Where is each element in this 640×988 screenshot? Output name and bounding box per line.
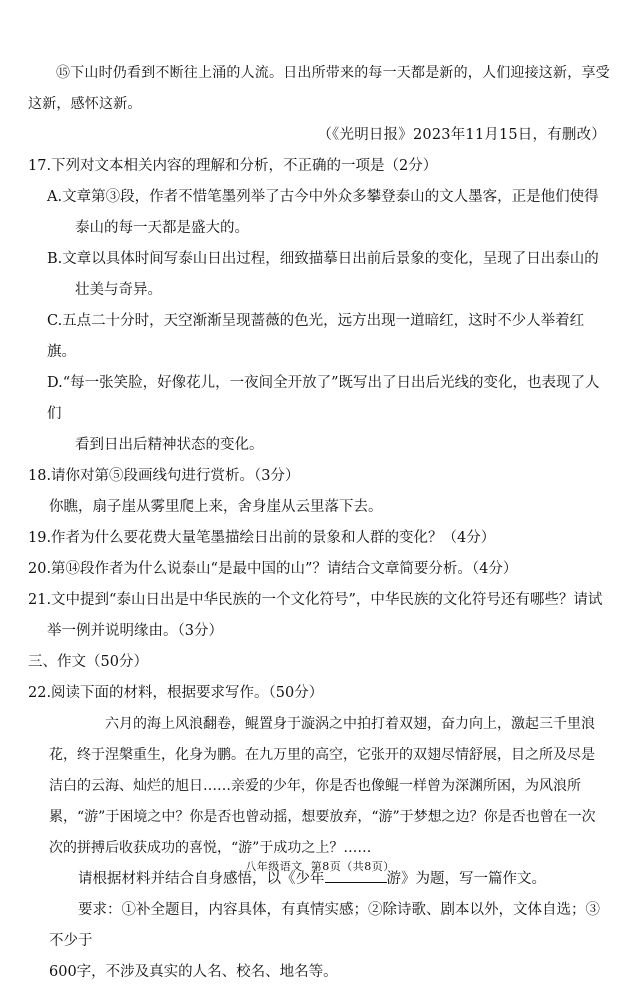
material-text: 六月的海上风浪翻卷，鲲置身于漩涡之中拍打着双翅，奋力向上，激起三千里浪花，终于涅槃重生，化身为鹏。在九万里的高空，它张开的双翅尽情舒展，目之所及尽是洁白的云海、灿烂的旭日……亲爱的少年，你是否也像鲲一样曾为深渊所困，为风浪所累，“游”于困境之中？你是否也曾动摇，想要放弃，“游”于梦想之边？你是否也曾在一次次的拼搏后收获成功的喜悦，“游”于成功之上？…… bbox=[49, 716, 596, 856]
question-17-option-d-cont: 看到日出后精神状态的变化。 bbox=[75, 437, 264, 453]
passage-paragraph-15: ⑮下山时仍看到不断往上涌的人流。日出所带来的每一天都是新的，人们迎接这新，享受这新，感怀这新。 bbox=[28, 65, 610, 112]
question-22-material bbox=[28, 709, 610, 864]
question-17-option-b-cont: 壮美与奇异。 bbox=[75, 282, 162, 298]
question-22-stem: 22.阅读下面的材料，根据要求写作。（50分） bbox=[28, 685, 324, 701]
question-22-requirements: 要求：①补全题目，内容具体，有真情实感；②除诗歌、剧本以外，文体自选；③不少于 bbox=[49, 902, 600, 949]
question-21-stem-cont: 举一例并说明缘由。（3分） bbox=[47, 623, 223, 639]
question-17-option-b: B.文章以具体时间写泰山日出过程，细致描摹日出前后景象的变化，呈现了日出泰山的 bbox=[47, 251, 599, 267]
question-17-option-d: D.“每一张笑脸，好像花儿，一夜间全开放了”既写出了日出后光线的变化，也表现了人们 bbox=[47, 375, 600, 422]
question-17-option-a-cont: 泰山的每一天都是盛大的。 bbox=[75, 220, 249, 236]
section-3-title: 三、作文（50分） bbox=[28, 654, 148, 670]
question-18-stem: 18.请你对第⑤段画线句进行赏析。（3分） bbox=[28, 468, 300, 484]
page-footer bbox=[0, 858, 640, 874]
question-17-option-a: A.文章第③段，作者不惜笔墨列举了古今中外众多攀登泰山的文人墨客，正是他们使得 bbox=[47, 189, 599, 205]
question-17-stem: 17.下列对文本相关内容的理解和分析，不正确的一项是（2分） bbox=[28, 158, 438, 174]
question-19-stem: 19.作者为什么要花费大量笔墨描绘日出前的景象和人群的变化？（4分） bbox=[28, 530, 496, 546]
question-17-option-c: C.五点二十分时，天空渐渐呈现蔷薇的色光，远方出现一道暗红，这时不少人举着红旗。 bbox=[47, 313, 585, 360]
prompt-before: 请根据材料并结合自身感悟，以《少年 bbox=[78, 871, 325, 887]
question-21-stem: 21.文中提到“泰山日出是中华民族的一个文化符号”，中华民族的文化符号还有哪些？请试 bbox=[28, 592, 603, 608]
question-20-stem: 20.第⑭段作者为什么说泰山“是最中国的山”？请结合文章简要分析。（4分） bbox=[28, 561, 518, 577]
passage-source: （《光明日报》2023年11月15日，有删改） bbox=[317, 127, 606, 143]
question-22-requirements-cont: 600字，不涉及真实的人名、校名、地名等。 bbox=[49, 964, 338, 980]
question-18-quote: 你瞧，扇子崖从雾里爬上来，舍身崖从云里落下去。 bbox=[49, 499, 383, 515]
footer-page-number: 第8页（共8页） bbox=[310, 860, 395, 873]
prompt-after: 游》为题，写一篇作文。 bbox=[386, 871, 546, 887]
footer-subject: 八年级语文 bbox=[245, 860, 303, 873]
